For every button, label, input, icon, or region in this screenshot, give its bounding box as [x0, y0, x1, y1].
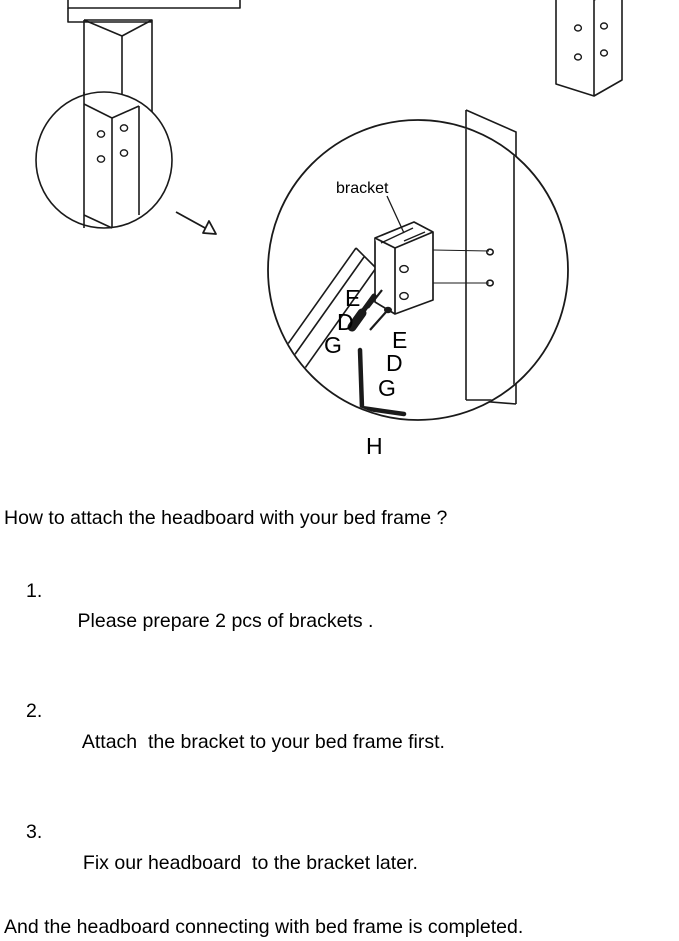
- part-label-g-right: G: [378, 375, 396, 401]
- headboard-panel-edge: [68, 0, 240, 8]
- instructions-step-list: [4, 545, 675, 908]
- instructions-block: [0, 505, 679, 941]
- part-label-e-left: E: [345, 285, 361, 311]
- post-holes: [575, 23, 608, 60]
- bracket-plate: [375, 222, 433, 314]
- bracket-label: bracket: [336, 180, 389, 197]
- list-item: [4, 666, 675, 787]
- step-text: Fix our headboard to the bracket later.: [77, 851, 418, 874]
- post-hole-3: [575, 54, 582, 60]
- post-hole-2: [601, 23, 608, 29]
- tick-2: [402, 427, 404, 433]
- allen-key-motion-ticks: [402, 424, 415, 433]
- part-label-d-right: D: [386, 350, 403, 376]
- bracket-hole-2: [400, 293, 408, 300]
- step-text: Please prepare 2 pcs of brackets .: [77, 609, 374, 632]
- washer-right: [384, 307, 392, 313]
- step-number: 2.: [26, 700, 43, 723]
- post-hole-1: [575, 25, 582, 31]
- arrow-head: [203, 221, 216, 234]
- flow-arrow: [176, 212, 216, 234]
- instructions-question: How to attach the headboard with your bed frame ?: [4, 507, 448, 529]
- post-right-face: [594, 0, 622, 96]
- bed-frame-post-group: [556, 0, 622, 96]
- list-item: [4, 787, 675, 908]
- part-label-e-right: E: [392, 327, 408, 353]
- post-hole-4: [601, 50, 608, 56]
- part-label-d-left: D: [337, 309, 354, 335]
- part-label-g-left: G: [324, 332, 342, 358]
- leg-end: [268, 372, 288, 392]
- step-number: 1.: [26, 579, 43, 602]
- bracket-detail-circle-group: [268, 110, 568, 433]
- instructions-closing: And the headboard connecting with bed frame is completed.: [4, 915, 524, 938]
- step-number: 3.: [26, 821, 43, 844]
- bracket-hole-1: [400, 266, 408, 273]
- list-item: [4, 545, 675, 666]
- post-left-face: [556, 0, 594, 96]
- tick-1: [412, 424, 415, 431]
- tool-label-h: H: [366, 433, 383, 459]
- left-detail-circle-group: [36, 92, 172, 228]
- step-text: Attach the bracket to your bed frame first.: [77, 730, 445, 753]
